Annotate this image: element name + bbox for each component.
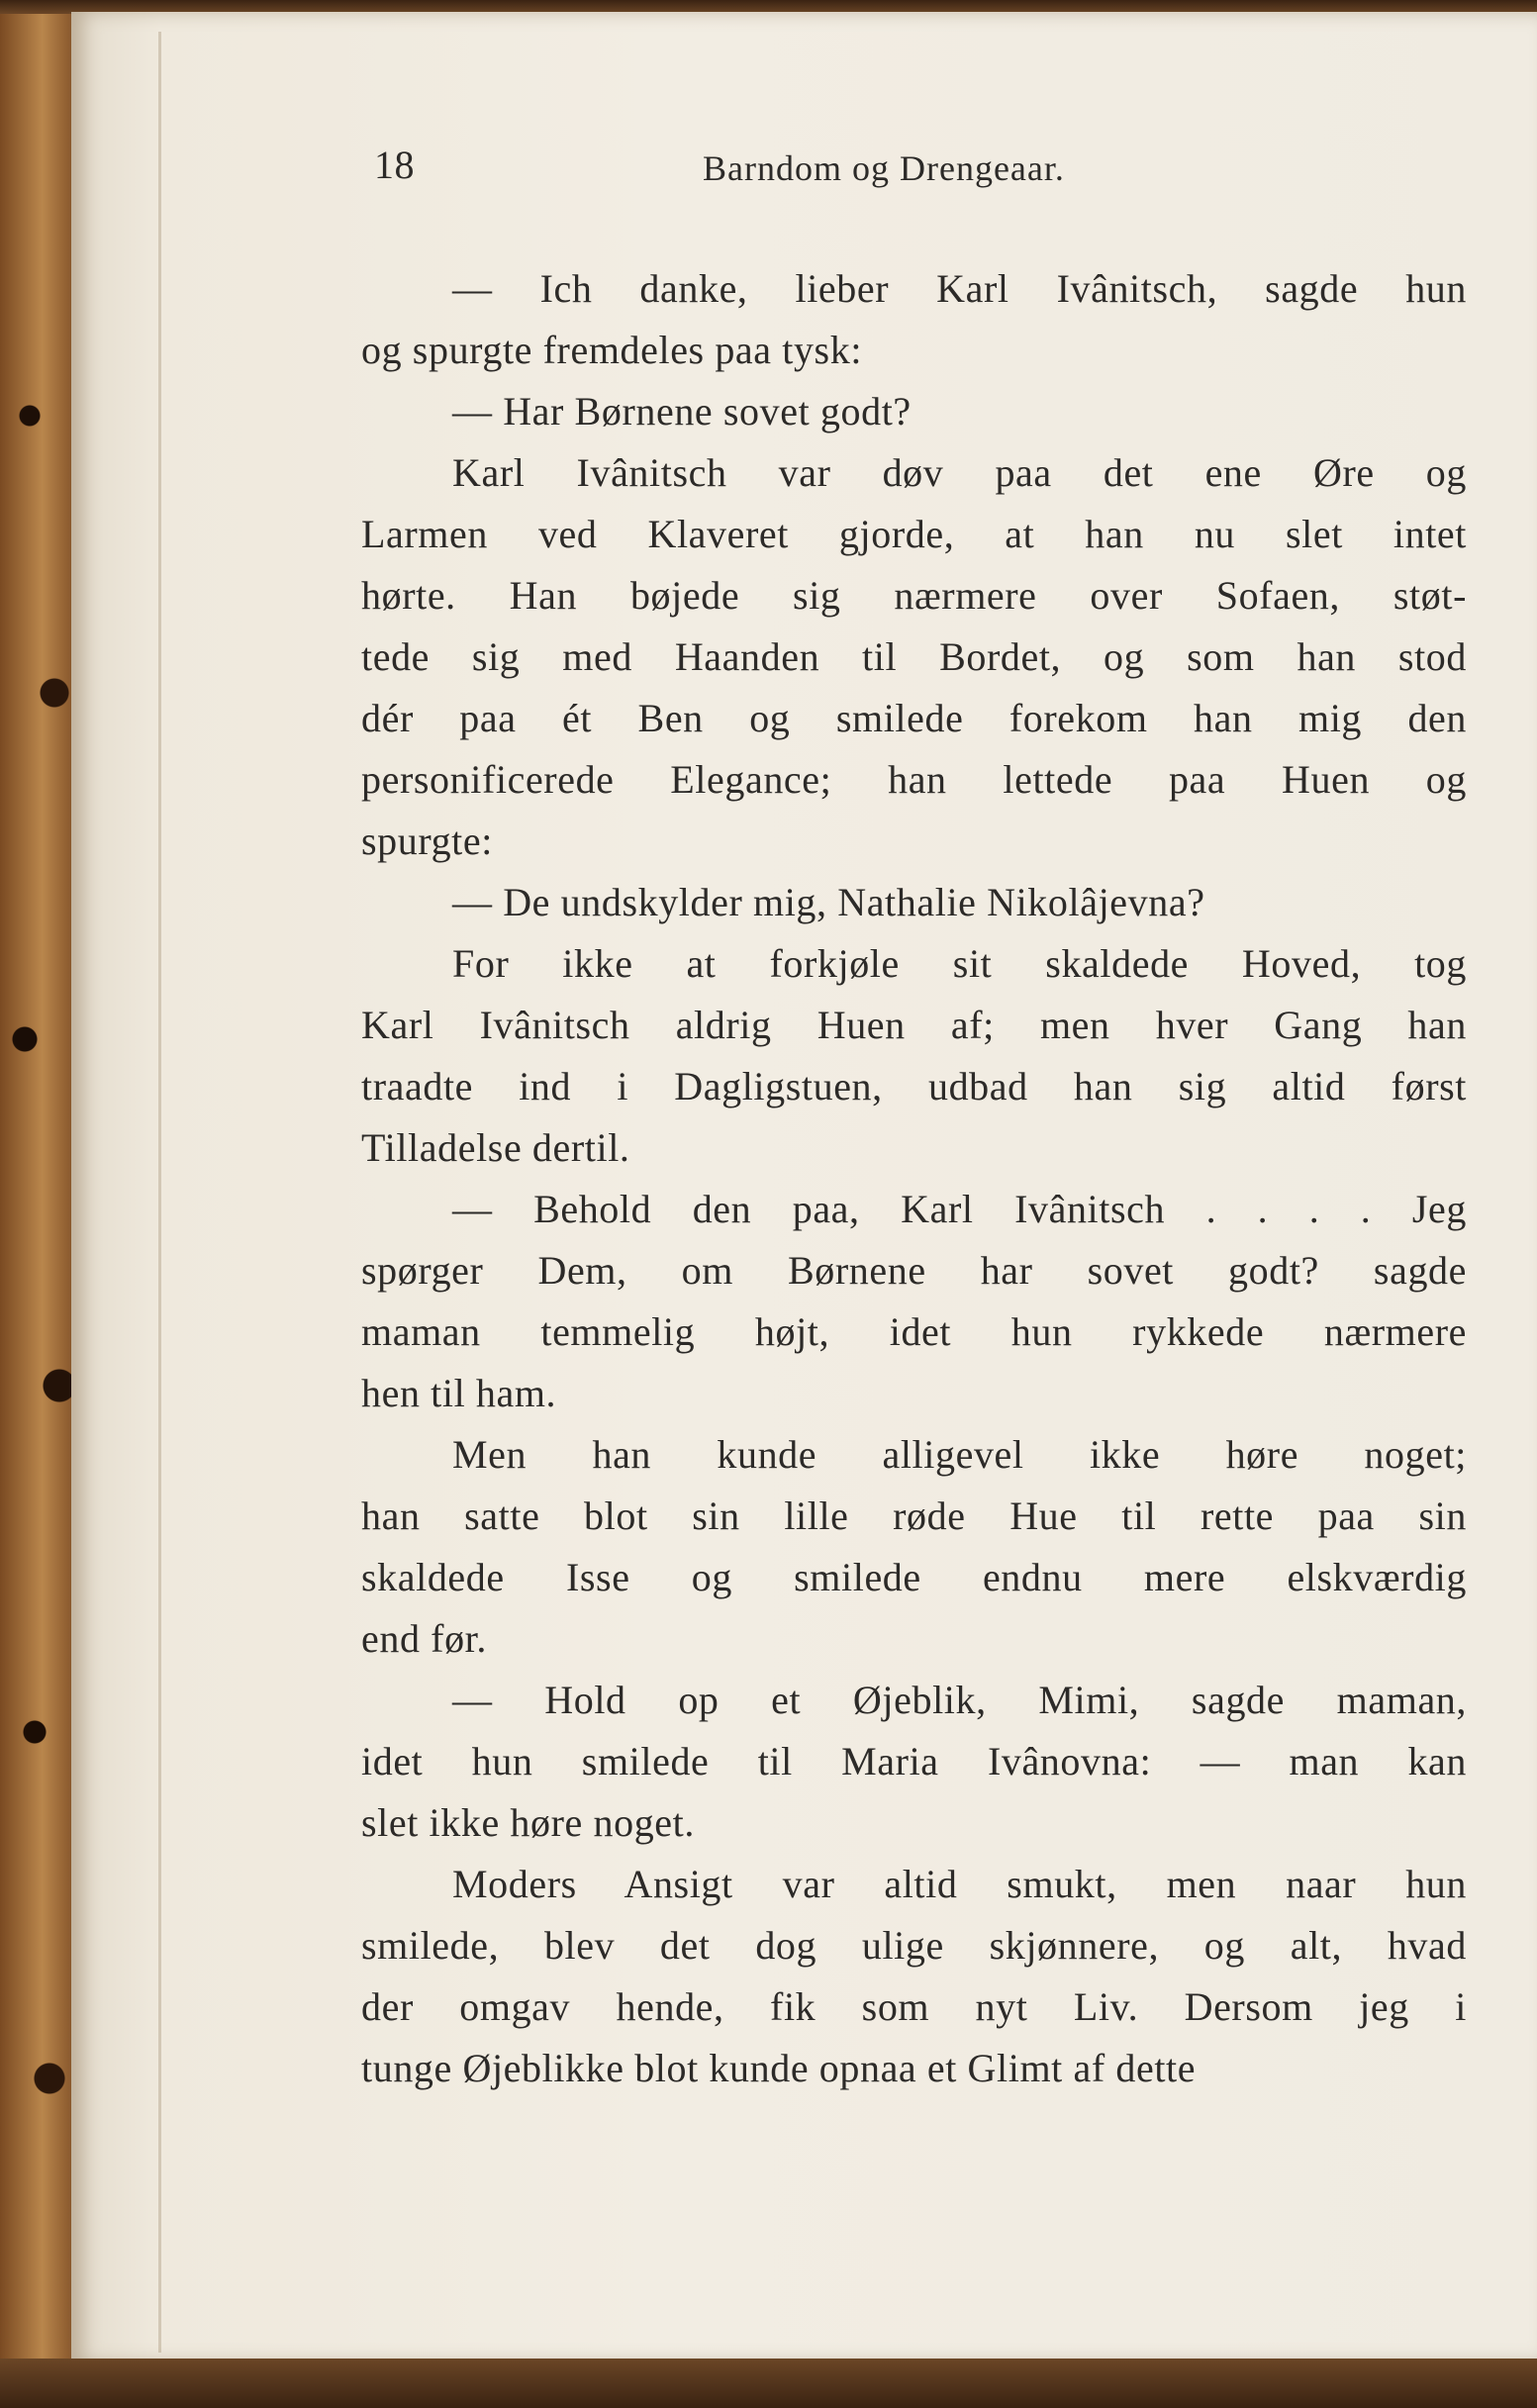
text-line: Karl Ivânitsch var døv paa det ene Øre og — [452, 450, 1467, 495]
text-line: idet hun smilede til Maria Ivânovna: — man kan — [361, 1739, 1467, 1783]
text-line: Karl Ivânitsch aldrig Huen af; men hver Gang han — [361, 1003, 1467, 1047]
paragraph — [361, 258, 1467, 381]
text-line: og spurgte fremdeles paa tysk: — [361, 328, 863, 372]
text-line: tede sig med Haanden til Bordet, og som han stod — [361, 634, 1467, 679]
text-line: end før. — [361, 1616, 487, 1661]
text-line: der omgav hende, fik som nyt Liv. Dersom jeg i — [361, 1984, 1467, 2029]
page-number: 18 — [374, 143, 415, 187]
paragraph — [361, 933, 1467, 1179]
paragraph — [361, 872, 1467, 933]
paragraph — [361, 1179, 1467, 1424]
text-line: For ikke at forkjøle sit skaldede Hoved, tog — [452, 941, 1467, 986]
body-text — [361, 258, 1467, 2099]
text-line: smilede, blev det dog ulige skjønnere, og alt, hvad — [361, 1923, 1467, 1968]
text-line: traadte ind i Dagligstuen, udbad han sig altid først — [361, 1064, 1467, 1108]
text-line: — Behold den paa, Karl Ivânitsch . . . . Jeg — [452, 1187, 1467, 1231]
paragraph — [361, 1854, 1467, 2099]
text-line: slet ikke høre noget. — [361, 1800, 695, 1845]
running-title: Barndom og Drengeaar. — [703, 148, 1065, 188]
text-line: han satte blot sin lille røde Hue til rette paa sin — [361, 1493, 1467, 1538]
text-line: Men han kunde alligevel ikke høre noget; — [452, 1432, 1467, 1477]
text-line: spurgte: — [361, 819, 493, 863]
book-bottom-edge — [0, 2359, 1537, 2408]
page-gutter-shadow — [158, 32, 161, 2353]
running-head — [287, 142, 1467, 201]
text-line: maman temmelig højt, idet hun rykkede nærmere — [361, 1309, 1467, 1354]
paragraph — [361, 381, 1467, 442]
text-line: Tilladelse dertil. — [361, 1125, 630, 1170]
paragraph — [361, 1424, 1467, 1670]
text-block — [287, 142, 1467, 2090]
text-line: Moders Ansigt var altid smukt, men naar hun — [452, 1862, 1467, 1906]
text-line: — De undskylder mig, Nathalie Nikolâjevna? — [452, 880, 1205, 924]
text-line: hen til ham. — [361, 1371, 557, 1415]
text-line: Larmen ved Klaveret gjorde, at han nu slet intet — [361, 512, 1467, 556]
text-line: personificerede Elegance; han lettede paa Huen og — [361, 757, 1467, 802]
paragraph — [361, 1670, 1467, 1854]
text-line: hørte. Han bøjede sig nærmere over Sofaen, støt- — [361, 573, 1467, 618]
text-line: tunge Øjeblikke blot kunde opnaa et Glimt af dette — [361, 2046, 1197, 2090]
text-line: spørger Dem, om Børnene har sovet godt? sagde — [361, 1248, 1467, 1293]
text-line: skaldede Isse og smilede endnu mere elskværdig — [361, 1555, 1467, 1599]
text-line: — Hold op et Øjeblik, Mimi, sagde maman, — [452, 1678, 1467, 1722]
text-line: — Ich danke, lieber Karl Ivânitsch, sagde hun — [452, 266, 1467, 311]
paragraph — [361, 442, 1467, 872]
text-line: — Har Børnene sovet godt? — [452, 389, 912, 433]
text-line: dér paa ét Ben og smilede forekom han mig den — [361, 696, 1467, 740]
